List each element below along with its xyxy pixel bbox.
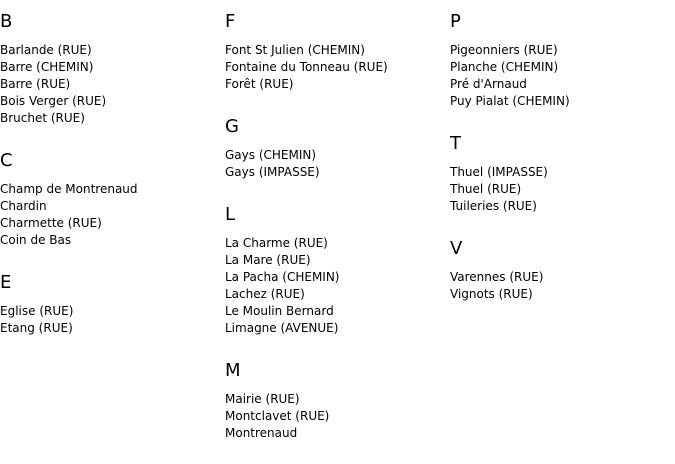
street-index-column-3 bbox=[450, 10, 670, 325]
street-index-column-1 bbox=[0, 10, 220, 359]
letter-heading: F bbox=[225, 11, 236, 32]
letter-heading: T bbox=[450, 133, 461, 154]
letter-heading: V bbox=[450, 238, 463, 259]
street-link[interactable]: Mairie (RUE) bbox=[225, 392, 300, 406]
letter-heading: M bbox=[225, 360, 241, 381]
street-link[interactable]: Champ de Montrenaud bbox=[0, 182, 138, 196]
street-link[interactable]: Vignots (RUE) bbox=[450, 287, 533, 301]
street-link[interactable]: La Mare (RUE) bbox=[225, 253, 311, 267]
street-link[interactable]: Montrenaud bbox=[225, 426, 298, 440]
street-index-column-2 bbox=[225, 10, 445, 464]
letter-group bbox=[450, 132, 670, 215]
street-link[interactable]: Chardin bbox=[0, 199, 47, 213]
letter-heading: C bbox=[0, 150, 13, 171]
street-link[interactable]: Barlande (RUE) bbox=[0, 43, 92, 57]
street-link[interactable]: Coin de Bas bbox=[0, 233, 72, 247]
letter-group bbox=[225, 10, 445, 93]
street-link[interactable]: Puy Pialat (CHEMIN) bbox=[450, 94, 570, 108]
letter-group bbox=[225, 203, 445, 337]
street-link[interactable]: Font St Julien (CHEMIN) bbox=[225, 43, 365, 57]
street-link[interactable]: Tuileries (RUE) bbox=[450, 199, 537, 213]
street-link[interactable]: Limagne (AVENUE) bbox=[225, 321, 339, 335]
letter-group bbox=[225, 115, 445, 181]
letter-group bbox=[0, 149, 220, 249]
street-link[interactable]: Pré d'Arnaud bbox=[450, 77, 527, 91]
street-link[interactable]: La Pacha (CHEMIN) bbox=[225, 270, 340, 284]
letter-group bbox=[0, 10, 220, 127]
street-link[interactable]: Le Moulin Bernard bbox=[225, 304, 334, 318]
street-link[interactable]: Varennes (RUE) bbox=[450, 270, 544, 284]
street-link[interactable]: Bois Verger (RUE) bbox=[0, 94, 107, 108]
street-link[interactable]: Forêt (RUE) bbox=[225, 77, 294, 91]
street-link[interactable]: Barre (RUE) bbox=[0, 77, 71, 91]
street-link[interactable]: Barre (CHEMIN) bbox=[0, 60, 94, 74]
letter-heading: E bbox=[0, 272, 12, 293]
letter-group bbox=[225, 359, 445, 442]
letter-group bbox=[450, 237, 670, 303]
street-link[interactable]: Bruchet (RUE) bbox=[0, 111, 85, 125]
street-link[interactable]: Thuel (RUE) bbox=[450, 182, 522, 196]
street-link[interactable]: Lachez (RUE) bbox=[225, 287, 305, 301]
street-link[interactable]: Etang (RUE) bbox=[0, 321, 73, 335]
street-link[interactable]: Montclavet (RUE) bbox=[225, 409, 330, 423]
street-link[interactable]: Thuel (IMPASSE) bbox=[450, 165, 548, 179]
street-link[interactable]: Eglise (RUE) bbox=[0, 304, 74, 318]
street-link[interactable]: Gays (IMPASSE) bbox=[225, 165, 320, 179]
street-link[interactable]: Pigeonniers (RUE) bbox=[450, 43, 558, 57]
letter-group bbox=[0, 271, 220, 337]
street-link[interactable]: La Charme (RUE) bbox=[225, 236, 328, 250]
letter-heading: B bbox=[0, 11, 13, 32]
street-link[interactable]: Gays (CHEMIN) bbox=[225, 148, 317, 162]
letter-group bbox=[450, 10, 670, 110]
street-link[interactable]: Fontaine du Tonneau (RUE) bbox=[225, 60, 388, 74]
letter-heading: L bbox=[225, 204, 236, 225]
letter-heading: G bbox=[225, 116, 239, 137]
street-link[interactable]: Charmette (RUE) bbox=[0, 216, 102, 230]
letter-heading: P bbox=[450, 11, 461, 32]
street-link[interactable]: Planche (CHEMIN) bbox=[450, 60, 559, 74]
